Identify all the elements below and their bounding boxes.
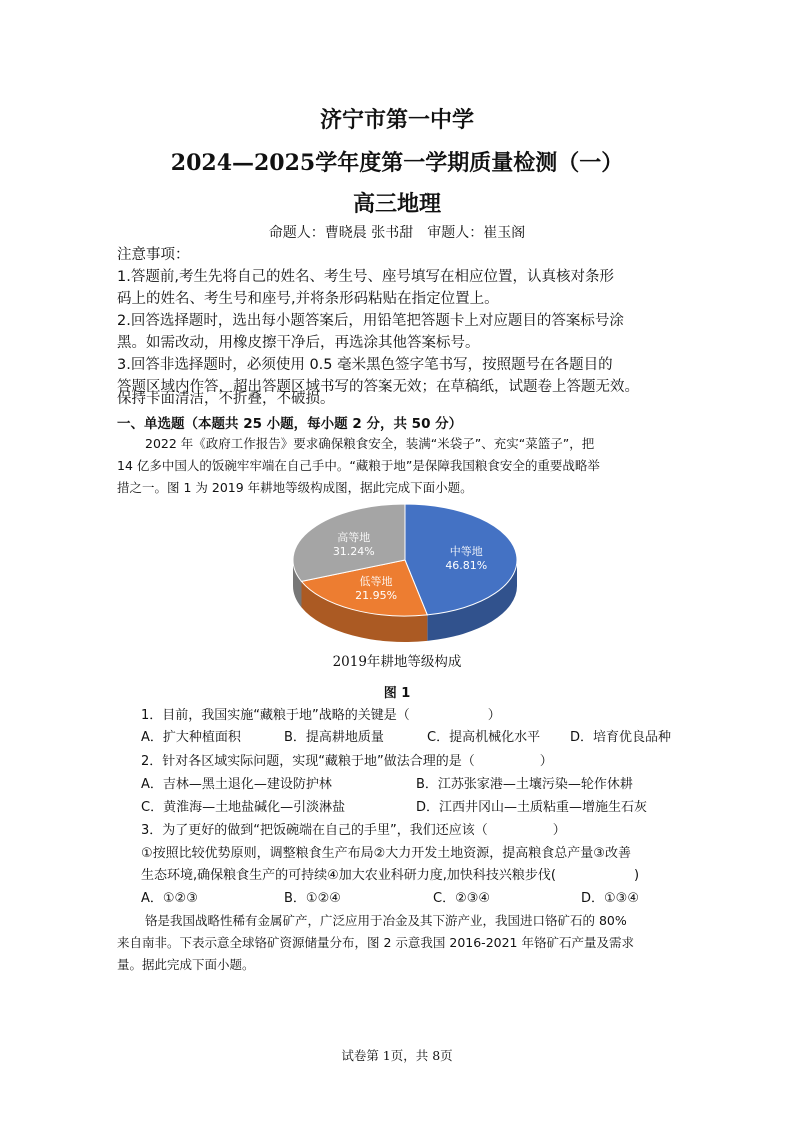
- pie-label-2: 高等地: [337, 530, 371, 544]
- notes-title: 注意事项：: [117, 247, 190, 263]
- option: D．培育优良品种: [570, 730, 672, 745]
- option: D．①③④: [581, 891, 639, 906]
- authors-line: 命题人：曹晓晨 张书甜 审题人：崔玉阁: [268, 225, 526, 241]
- option: B．①②④: [284, 891, 341, 906]
- pie-label-1: 低等地: [359, 575, 393, 589]
- pie-value-label-0: 46.81%: [445, 558, 488, 572]
- subject-title: 高三地理: [352, 191, 441, 217]
- option: B．提高耕地质量: [284, 730, 384, 745]
- notes-line: 码上的姓名、考生号和座号,并将条形码粘贴在指定位置上。: [117, 291, 499, 307]
- page-footer: 试卷第 1页，共 8页: [341, 1048, 453, 1063]
- question-body: ①按照比较优势原则，调整粮食生产布局②大力开发土地资源，提高粮食总产量③改善: [141, 846, 631, 861]
- section-title: 一、单选题（本题共 25 小题，每小题 2 分，共 50 分）: [117, 416, 463, 432]
- intro-line: 措之一。图 1 为 2019 年耕地等级构成图，据此完成下面小题。: [117, 480, 473, 495]
- figure-label: 图 1: [383, 686, 411, 701]
- pie-label-0: 中等地: [449, 544, 483, 558]
- option: C．提高机械化水平: [427, 730, 541, 745]
- chart-title: 2019年耕地等级构成: [332, 654, 462, 670]
- intro-line: 量。据此完成下面小题。: [117, 957, 255, 972]
- school-title: 济宁市第一中学: [319, 107, 474, 133]
- notes-line: 保持卡面清洁，不折叠，不破损。: [117, 391, 335, 407]
- question-stem: 3．为了更好的做到“把饭碗端在自己的手里”，我们还应该（ ）: [141, 823, 566, 838]
- pie-chart: [270, 500, 540, 650]
- option: D．江西井冈山—土质粘重—增施生石灰: [416, 800, 648, 815]
- notes-line: 3.回答非选择题时，必须使用 0.5 毫米黑色签字笔书写，按照题号在各题目的: [117, 357, 613, 373]
- exam-title: 2024—2025学年度第一学期质量检测（一）: [170, 150, 624, 176]
- intro-line: 2022 年《政府工作报告》要求确保粮食安全，装满“米袋子”、充实“菜篮子”，把: [145, 436, 595, 451]
- intro-line: 铬是我国战略性稀有金属矿产，广泛应用于冶金及其下游产业，我国进口铬矿石的 80%: [145, 913, 627, 928]
- option: C．②③④: [433, 891, 491, 906]
- option: A．吉林—黑土退化—建设防护林: [141, 777, 332, 792]
- option: C．黄淮海—土地盐碱化—引淡淋盐: [141, 800, 346, 815]
- pie-value-label-1: 21.95%: [355, 589, 398, 603]
- option: A．①②③: [141, 891, 198, 906]
- option: A．扩大种植面积: [141, 730, 241, 745]
- question-stem: 2．针对各区域实际问题，实现“藏粮于地”做法合理的是（ ）: [141, 754, 553, 769]
- notes-line: 1.答题前,考生先将自己的姓名、考生号、座号填写在相应位置，认真核对条形: [117, 269, 614, 285]
- notes-line: 答题区域内作答，超出答题区域书写的答案无效；在草稿纸，试题卷上答题无效。: [117, 379, 639, 395]
- pie-value-label-2: 31.24%: [332, 544, 375, 558]
- question-body: 生态环境,确保粮食生产的可持续④加大农业科研力度,加快科技兴粮步伐( ): [141, 868, 640, 883]
- intro-line: 14 亿多中国人的饭碗牢牢端在自己手中。“藏粮于地”是保障我国粮食安全的重要战略举: [117, 458, 600, 473]
- intro-line: 来自南非。下表示意全球铬矿资源储量分布，图 2 示意我国 2016-2021 年铬矿石产量及需求: [117, 935, 634, 950]
- question-stem: 1．目前，我国实施“藏粮于地”战略的关键是（ ）: [141, 708, 501, 723]
- notes-line: 2.回答选择题时，选出每小题答案后，用铅笔把答题卡上对应题目的答案标号涂: [117, 313, 624, 329]
- option: B．江苏张家港—土壤污染—轮作休耕: [416, 777, 633, 792]
- notes-line: 黑。如需改动，用橡皮擦干净后，再选涂其他答案标号。: [117, 335, 480, 351]
